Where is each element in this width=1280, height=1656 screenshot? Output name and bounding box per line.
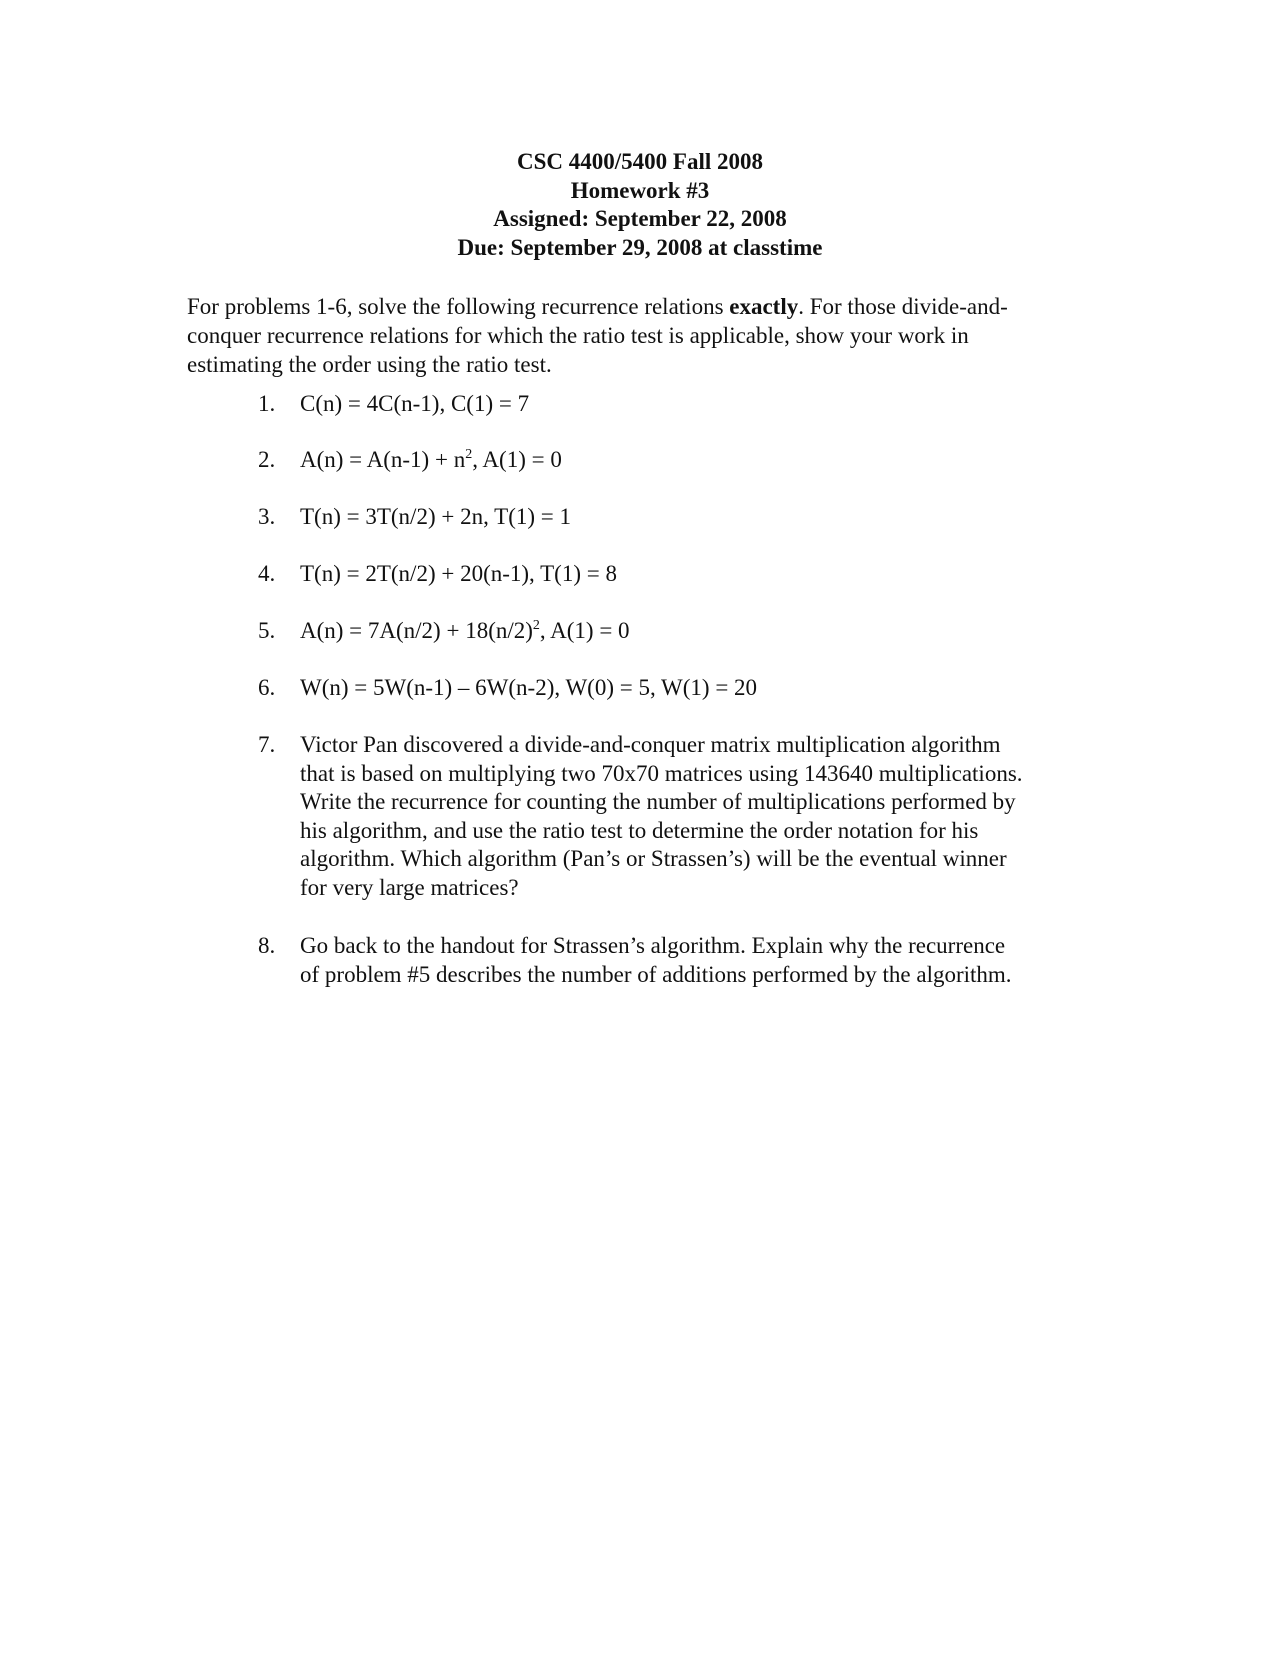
problem-line: that is based on multiplying two 70x70 matrices using 143640 multiplications. (300, 760, 1023, 786)
due-date: Due: September 29, 2008 at classtime (457, 234, 823, 260)
problem-line: Go back to the handout for Strassen’s algorithm. Explain why the recurrence (300, 933, 1006, 958)
problem-number: 1. (258, 391, 276, 416)
problem-line: his algorithm, and use the ratio test to determine the order notation for his (300, 817, 979, 843)
problem-text (300, 731, 1120, 902)
problem-text: T(n) = 3T(n/2) + 2n, T(1) = 1 (300, 504, 571, 529)
problem-text (300, 617, 1120, 646)
problem-line: Write the recurrence for counting the number of multiplications performed by (300, 789, 1016, 814)
course-title: CSC 4400/5400 Fall 2008 (517, 149, 763, 174)
intro-line-3: estimating the order using the ratio test. (187, 352, 552, 377)
problem-number: 6. (258, 675, 276, 700)
intro-paragraph (187, 292, 1087, 379)
intro-bold-word: exactly (729, 294, 799, 319)
intro-line-2: conquer recurrence relations for which the ratio test is applicable, show your work in (187, 323, 969, 348)
problem-text-pre: A(n) = A(n-1) + n (300, 447, 466, 472)
problem-line: of problem #5 describes the number of additions performed by the algorithm. (300, 961, 1012, 987)
problem-line: for very large matrices? (300, 874, 519, 900)
problem-line: algorithm. Which algorithm (Pan’s or Strassen’s) will be the eventual winner (300, 846, 1007, 871)
intro-text-part1: For problems 1-6, solve the following recurrence relations (187, 294, 730, 319)
problem-number: 2. (258, 447, 276, 472)
problem-text (300, 932, 1120, 989)
exponent: 2 (465, 447, 473, 462)
assigned-date: Assigned: September 22, 2008 (493, 206, 787, 231)
problem-text: T(n) = 2T(n/2) + 20(n-1), T(1) = 8 (300, 561, 617, 586)
problem-line: Victor Pan discovered a divide-and-conquer matrix multiplication algorithm (300, 732, 1001, 757)
problem-number: 8. (258, 933, 276, 958)
intro-line-1 (187, 292, 1087, 321)
problem-number: 7. (258, 732, 276, 757)
problem-number: 4. (258, 561, 276, 586)
intro-text-part2: . For those divide-and- (798, 294, 1008, 319)
exponent: 2 (532, 618, 540, 633)
problem-text-pre: A(n) = 7A(n/2) + 18(n/2) (300, 618, 533, 643)
problem-text: C(n) = 4C(n-1), C(1) = 7 (300, 391, 530, 416)
document-header (0, 148, 1280, 262)
problem-text-post: , A(1) = 0 (539, 618, 630, 643)
problem-number: 3. (258, 504, 276, 529)
problem-text: W(n) = 5W(n-1) – 6W(n-2), W(0) = 5, W(1) = 20 (300, 675, 758, 700)
homework-title: Homework #3 (570, 177, 710, 203)
problem-text (300, 446, 1120, 475)
problem-number: 5. (258, 618, 276, 643)
problem-text-post: , A(1) = 0 (472, 447, 562, 472)
